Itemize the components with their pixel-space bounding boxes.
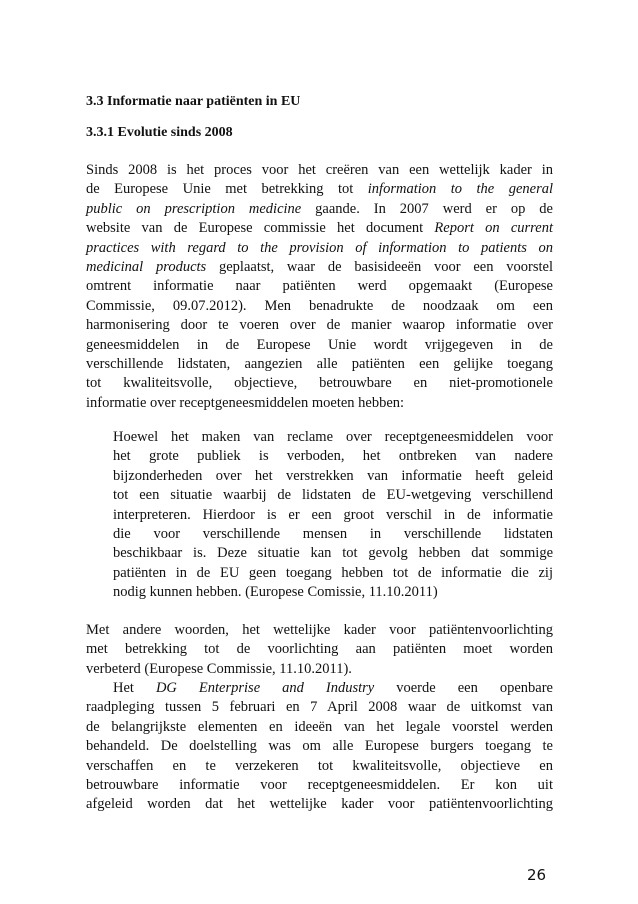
text-run: verschaffen en te verzekeren tot kwaliteitsvolle, objectieve en bbox=[86, 757, 553, 774]
text-run: informatie over receptgeneesmiddelen moeten hebben: bbox=[86, 394, 405, 411]
section-heading: 3.3 Informatie naar patiënten in EU bbox=[86, 94, 301, 109]
italic-text: information to the general bbox=[367, 181, 553, 198]
text-line: interpreteren. Hierdoor is er een groot verschil in de informatie bbox=[113, 506, 553, 523]
text-line: met betrekking tot de voorlichting aan patiënten moet worden bbox=[86, 641, 553, 658]
text-run: Het bbox=[113, 680, 156, 696]
italic-text: medicinal products bbox=[86, 259, 207, 275]
text-line bbox=[86, 679, 553, 698]
text-line bbox=[86, 795, 553, 814]
text-line: verbeterd (Europese Commissie, 11.10.2011). bbox=[86, 660, 352, 677]
text-run: Commissie, 09.07.2012). Men benadrukte de noodzaak om een bbox=[86, 297, 553, 314]
text-run: tot kwaliteitsvolle, objectieve, betrouwbare en niet-promotionele bbox=[86, 375, 553, 392]
text-line bbox=[86, 355, 553, 374]
text-line bbox=[86, 297, 553, 316]
italic-text: DG Enterprise and Industry bbox=[155, 680, 375, 696]
text-line: die voor verschillende mensen in verschillende lidstaten bbox=[113, 526, 553, 542]
text-run: betrouwbare informatie voor receptgeneesmiddelen. Er kon uit bbox=[86, 777, 553, 793]
text-line bbox=[86, 180, 553, 199]
text-run: de Europese Unie met betrekking tot bbox=[86, 181, 368, 198]
text-line bbox=[86, 219, 553, 238]
text-line: Met andere woorden, het wettelijke kader voor patiëntenvoorlichting bbox=[86, 622, 553, 638]
text-line bbox=[86, 394, 553, 413]
text-line: bijzonderheden over het verstrekken van informatie heeft geleid bbox=[113, 467, 553, 484]
text-line bbox=[86, 161, 553, 180]
text-line bbox=[86, 200, 553, 219]
text-line: het grote publiek is verboden, het ontbreken van nadere bbox=[113, 448, 553, 465]
text-line bbox=[86, 258, 553, 277]
text-line bbox=[86, 277, 553, 296]
text-run: harmonisering door te voeren over de manier waarop informatie over bbox=[86, 317, 553, 334]
italic-text: practices with regard to the provision of information to patients on bbox=[86, 239, 553, 256]
text-line bbox=[86, 776, 553, 795]
text-line bbox=[86, 336, 553, 355]
text-run: omtrent informatie naar patiënten werd opgemaakt (Europese bbox=[86, 278, 553, 295]
text-run: gaande. In 2007 werd er op de bbox=[301, 200, 553, 217]
text-run: behandeld. De doelstelling was om alle Europese burgers toegang te bbox=[86, 738, 553, 755]
page-number: 26 bbox=[527, 866, 547, 884]
text-line: tot een situatie waarbij de lidstaten de EU-wetgeving verschillend bbox=[113, 487, 553, 504]
text-run: website van de Europese commissie het document bbox=[86, 220, 435, 237]
text-run: raadpleging tussen 5 februari en 7 April 2008 waar de uitkomst van bbox=[86, 699, 553, 716]
text-line: patiënten in de EU geen toegang hebben tot de informatie die zij bbox=[113, 564, 553, 581]
text-line: beschikbaar is. Deze situatie kan tot gevolg hebben dat sommige bbox=[113, 545, 553, 562]
text-run: Sinds 2008 is het proces voor het creëren van een wettelijk kader in bbox=[86, 162, 553, 178]
text-run: geneesmiddelen in de Europese Unie wordt vrijgegeven in de bbox=[86, 336, 553, 353]
text-line bbox=[86, 698, 553, 717]
text-line bbox=[86, 239, 553, 258]
text-run: afgeleid worden dat het wettelijke kader voor patiëntenvoorlichting bbox=[86, 796, 553, 813]
text-run: de belangrijkste elementen en ideeën van het legale voorstel werden bbox=[86, 718, 553, 735]
text-line bbox=[86, 757, 553, 776]
text-line: nodig kunnen hebben. (Europese Comissie, 11.10.2011) bbox=[113, 584, 438, 601]
text-line: Hoewel het maken van reclame over receptgeneesmiddelen voor bbox=[113, 429, 553, 445]
text-line bbox=[86, 737, 553, 756]
italic-text: public on prescription medicine bbox=[86, 200, 302, 217]
text-run: verschillende lidstaten, aangezien alle patiënten een gelijke toegang bbox=[86, 356, 553, 372]
subsection-heading: 3.3.1 Evolutie sinds 2008 bbox=[86, 125, 233, 140]
text-run: voerde een openbare bbox=[374, 680, 553, 696]
text-line bbox=[86, 374, 553, 393]
italic-text: Report on current bbox=[434, 220, 553, 237]
text-line bbox=[86, 718, 553, 737]
text-run: geplaatst, waar de basisideeën voor een voorstel bbox=[206, 259, 553, 275]
text-line bbox=[86, 316, 553, 335]
